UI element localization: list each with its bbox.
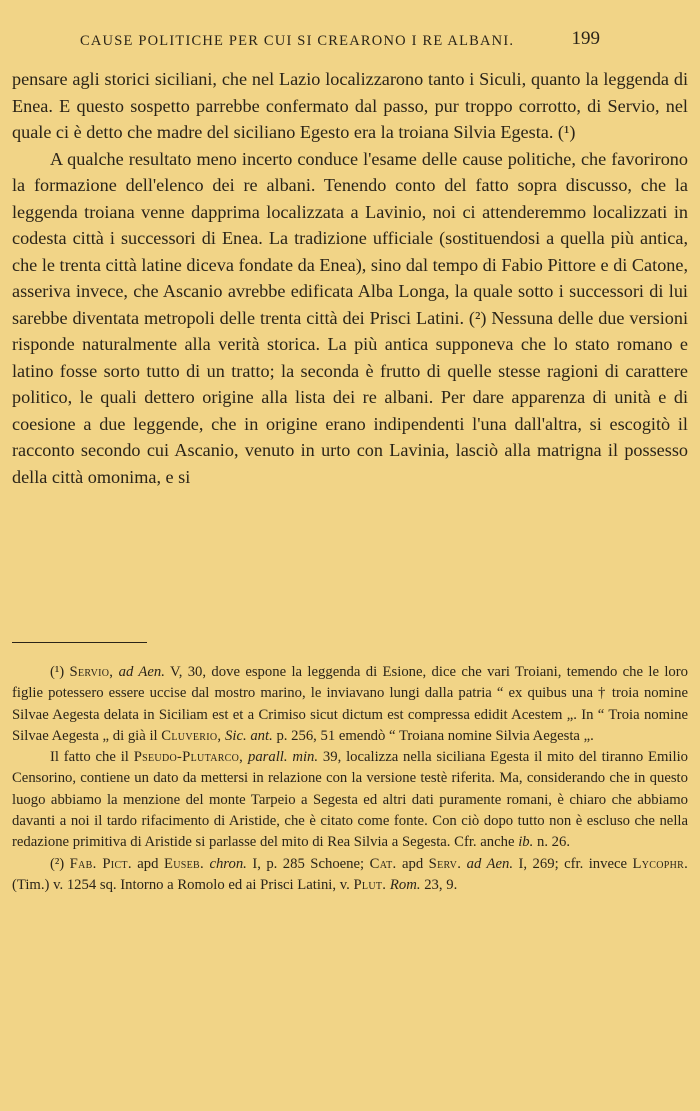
footnote-2-text-1: apd	[137, 855, 159, 872]
footnote-1b-work: parall. min.	[247, 749, 319, 766]
footnote-2-text-6: 23, 9.	[424, 876, 458, 893]
footnote-2-text-5: (Tim.) v. 1254 sq. Intorno a Romolo ed ai Prisci Latini, v.	[12, 876, 350, 893]
footnote-2-work-rom: Rom.	[389, 876, 421, 893]
footnote-1b-text: 39, localizza nella siciliana Egesta il mito del tiranno Emilio Censorino, contiene un dato da mettersi in relazione con la versione testè riferita. Ma, considerando che in questo luogo abbiamo la menzione del monte Tarpeio a Segesta ed altri dati puramente romani, è chiaro che abbiamo davanti a noi il tardo rifacimento di Aristide, che è citato come fonte. Con ciò dopo tutto non è escluso che nella redazione primitiva di Aristide si parlasse del mito di Rea Silvia a Segesta. Cfr. anche	[12, 749, 688, 851]
footnote-1-continuation	[12, 747, 688, 853]
footnote-2-text-4: I, 269; cfr. invece	[518, 855, 628, 872]
footnote-1b-author: Pseudo-Plutarco,	[133, 749, 244, 766]
footnote-1-mark: (¹)	[50, 664, 65, 680]
main-text	[12, 66, 688, 490]
footnote-2-mark: (²)	[50, 855, 65, 872]
footnote-1b-ib: ib.	[518, 834, 534, 851]
footnote-2-author-plutarch: Plut.	[353, 876, 387, 893]
footnote-1-author: Servio,	[69, 664, 114, 680]
footnote-1-work: ad Aen.	[118, 664, 165, 680]
running-title: CAUSE POLITICHE PER CUI SI CREARONO I RE ALBANI.	[80, 33, 515, 49]
footnote-2	[12, 854, 688, 897]
footnote-2-author-fabius: Fab. Pict.	[69, 855, 132, 872]
page-number: 199	[571, 28, 600, 49]
footnote-2-text-2: I, p. 285 Schoene;	[252, 855, 365, 872]
footnotes	[12, 662, 688, 896]
footnote-1-text2: p. 256, 51 emendò “ Troiana nomine Silvia Aegesta „.	[276, 727, 594, 744]
paragraph-2: A qualche resultato meno incerto conduce l'esame delle cause politiche, che favorirono la formazione dell'elenco dei re albani. Tenendo conto del fatto sopra discusso, che la leggenda troiana venne dapprima localizzata a Lavinio, noi ci attenderemmo localizzati in codesta città i successori di Enea. La tradizione ufficiale (sostituendosi a quella più antica, che le trenta città latine diceva fondate da Enea), sino dal tempo di Fabio Pittore e di Catone, asseriva invece, che Ascanio avrebbe edificata Alba Longa, la quale sotto i successori di lui sarebbe diventata metropoli delle trenta città dei Prisci Latini. (²) Nessuna delle due versioni risponde naturalmente alla verità storica. La più antica supponeva che lo stato romano e latino fosse sorto tutto di un tratto; la seconda è frutto di quelle stesse ragioni di carattere politico, le quali dettero origine alla lista dei re albani. Per dare apparenza di unità e di coesione a due leggende, che in origine erano indipendenti l'una dall'altra, si escogitò il racconto secondo cui Ascanio, venuto in urto con Lavinia, lasciò alla matrigna il possesso della città omonima, e si	[12, 148, 688, 487]
page-header	[12, 28, 688, 54]
footnote-2-work-chron: chron.	[209, 855, 247, 872]
footnote-1b-lead: Il fatto che il	[50, 749, 129, 766]
footnote-2-author-eusebius: Euseb.	[163, 855, 204, 872]
footnote-2-author-lycophron: Lycophr.	[632, 855, 689, 872]
paragraph-1: pensare agli storici siciliani, che nel Lazio localizzarono tanto i Siculi, quanto la leggenda di Enea. E questo sospetto parrebbe confermato dal passo, pur troppo corrotto, di Servio, nel quale ci è detto che madre del siciliano Egesto era la troiana Silvia Egesta. (¹)	[12, 69, 688, 142]
footnote-2-text-3: apd	[401, 855, 424, 872]
footnote-1-text: V, 30, dove espone la leggenda di Esione, dice che vari Troiani, temendo che le loro figlie potessero essere uccise dal mostro marino, le inviavano lungi dalla patria “ ex quibus una † troia nomine Silvae Aegesta delata in Siciliam est et a Crimiso sicut dictum est compressa edidit Acestem „. In “ Troia nomine Silvae Aegesta „ di già il	[12, 664, 689, 744]
footnote-1-work2: Sic. ant.	[225, 727, 273, 744]
footnote-2-author-cato: Cat.	[369, 855, 397, 872]
book-page	[12, 0, 688, 1111]
footnote-1	[12, 662, 688, 747]
footnote-1-author2: Cluverio,	[161, 727, 222, 744]
footnote-1b-end: n. 26.	[536, 834, 571, 851]
footnote-2-work-ad-aen: ad Aen.	[466, 855, 514, 872]
footnote-2-author-servius: Serv.	[428, 855, 462, 872]
footnote-separator	[12, 642, 147, 643]
